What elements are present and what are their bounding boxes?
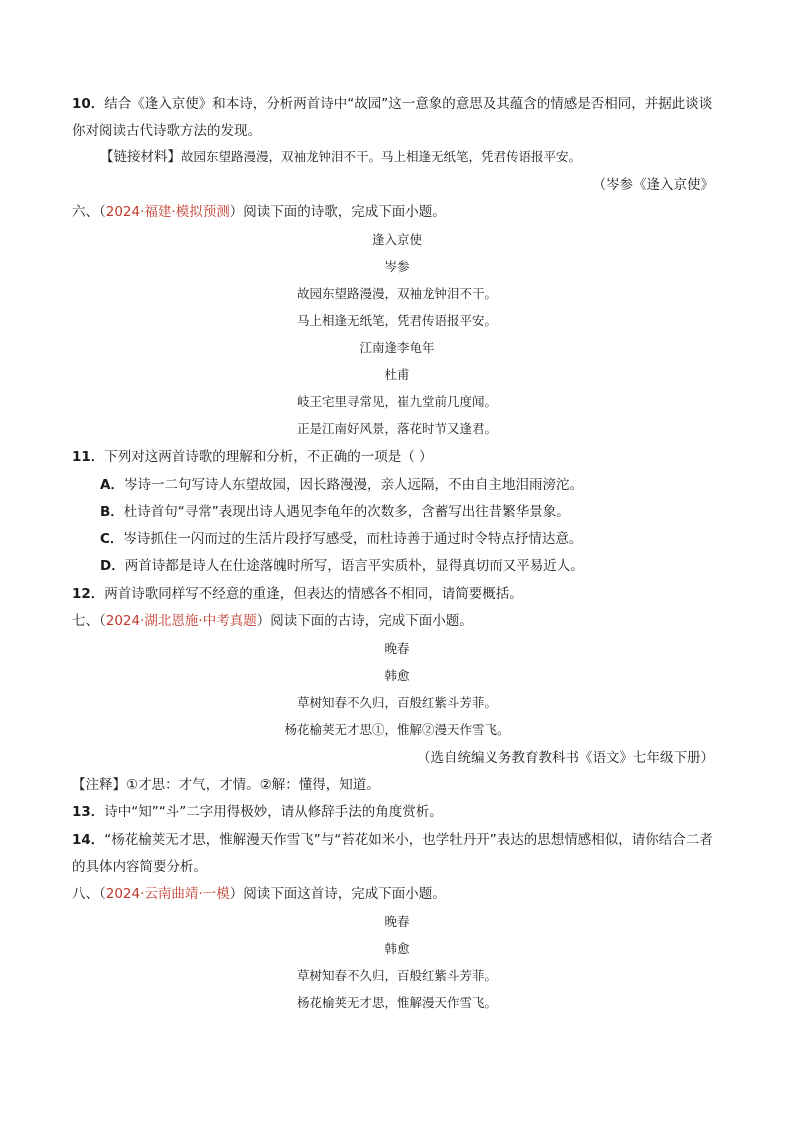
q13-number: 13． (72, 804, 105, 820)
option-c-label: C． (100, 531, 124, 547)
q14-line1 (72, 830, 713, 850)
annotation-label: 【注释】 (72, 777, 126, 793)
poem4-line2: 杨花榆荚无才思，惟解漫天作雪飞。 (296, 995, 497, 1010)
q10-link-source: （岑参《逢入京使》 (592, 177, 714, 193)
q10-text1: 结合《逢入京使》和本诗，分析两首诗中“故园”这一意象的意思及其蕴含的情感是否相同，并据此谈谈 (104, 96, 713, 112)
section8-heading (72, 884, 446, 904)
poem2-title: 江南逢李龟年 (359, 340, 435, 355)
q11-stem (72, 447, 433, 467)
option-c-text: 岑诗抓住一闪而过的生活片段抒写感受，而杜诗善于通过时令特点抒情达意。 (123, 531, 583, 547)
q11-option-a (100, 475, 583, 495)
q10-line1 (72, 94, 712, 114)
q13-stem (72, 802, 443, 822)
q11-option-c (100, 529, 582, 549)
poem1-title: 逢入京使 (371, 232, 422, 247)
q14-line2: 的具体内容简要分析。 (72, 859, 207, 875)
poem4-title: 晚春 (384, 914, 410, 929)
poem4-author: 韩愈 (384, 941, 410, 956)
section7-suffix: ）阅读下面的古诗，完成下面小题。 (256, 613, 473, 629)
section7-heading (72, 611, 473, 631)
option-a-text: 岑诗一二句写诗人东望故园，因长路漫漫，亲人远隔，不由自主地泪雨滂沱。 (123, 477, 583, 493)
option-a-label: A． (100, 477, 124, 493)
poem3-author: 韩愈 (384, 668, 410, 683)
poem2-author: 杜甫 (384, 367, 410, 382)
q12-text: 两首诗歌同样写不经意的重逢，但表达的情感各不相同，请简要概括。 (104, 586, 523, 602)
section7-prefix: 七、（ (72, 613, 106, 629)
q11-option-b (100, 502, 570, 522)
poem3-line1: 草树知春不久归，百般红紫斗芳菲。 (296, 695, 497, 710)
link-label: 【链接材料】 (100, 149, 181, 165)
q14-number: 14． (72, 832, 105, 848)
section6-source: 2024·福建·模拟预测 (105, 204, 230, 220)
q12-number: 12． (72, 586, 105, 602)
poem3-source: （选自统编义务教育教科书《语文》七年级下册） (417, 750, 714, 766)
option-b-text: 杜诗首句“寻常”表现出诗人遇见李龟年的次数多，含蓄写出往昔繁华景象。 (123, 504, 570, 520)
q11-number: 11． (72, 449, 105, 465)
q11-option-d (100, 556, 584, 576)
section6-heading (72, 202, 446, 222)
poem3-line2: 杨花榆荚无才思①，惟解②漫天作雪飞。 (284, 722, 510, 737)
section6-suffix: ）阅读下面的诗歌，完成下面小题。 (229, 204, 446, 220)
section8-suffix: ）阅读下面这首诗，完成下面小题。 (229, 886, 446, 902)
q10-link-material (100, 147, 581, 167)
section8-prefix: 八、（ (72, 886, 106, 902)
section6-prefix: 六、（ (72, 204, 106, 220)
poem3-title: 晚春 (384, 641, 410, 656)
q11-text: 下列对这两首诗歌的理解和分析，不正确的一项是（ ） (104, 449, 433, 465)
poem1-line1: 故园东望路漫漫，双袖龙钟泪不干。 (296, 286, 497, 301)
section7-source: 2024·湖北恩施·中考真题 (105, 613, 257, 629)
poem2-line1: 岐王宅里寻常见，崔九堂前几度闻。 (296, 394, 497, 409)
q14-text1: “杨花榆荚无才思，惟解漫天作雪飞”与“苔花如米小，也学牡丹开”表达的思想情感相似，请你结合二者 (104, 832, 713, 848)
poem4-line1: 草树知春不久归，百般红紫斗芳菲。 (296, 968, 497, 983)
section8-source: 2024·云南曲靖·一模 (105, 886, 230, 902)
annotation (72, 775, 380, 795)
poem1-author: 岑参 (384, 259, 410, 274)
annotation-text: ①才思：才气，才情。②解：懂得，知道。 (126, 777, 380, 793)
option-d-text: 两首诗都是诗人在仕途落魄时所写，语言平实质朴，显得真切而又平易近人。 (124, 558, 584, 574)
q10-line2: 你对阅读古代诗歌方法的发现。 (72, 123, 261, 139)
q13-text: 诗中“知”“斗”二字用得极妙，请从修辞手法的角度赏析。 (104, 804, 443, 820)
option-b-label: B． (100, 504, 124, 520)
link-text: 故园东望路漫漫，双袖龙钟泪不干。马上相逢无纸笔，凭君传语报平安。 (181, 149, 582, 164)
poem2-line2: 正是江南好风景，落花时节又逢君。 (296, 421, 497, 436)
poem1-line2: 马上相逢无纸笔，凭君传语报平安。 (296, 313, 497, 328)
option-d-label: D． (100, 558, 125, 574)
q12-stem (72, 584, 523, 604)
q10-number: 10． (72, 96, 105, 112)
